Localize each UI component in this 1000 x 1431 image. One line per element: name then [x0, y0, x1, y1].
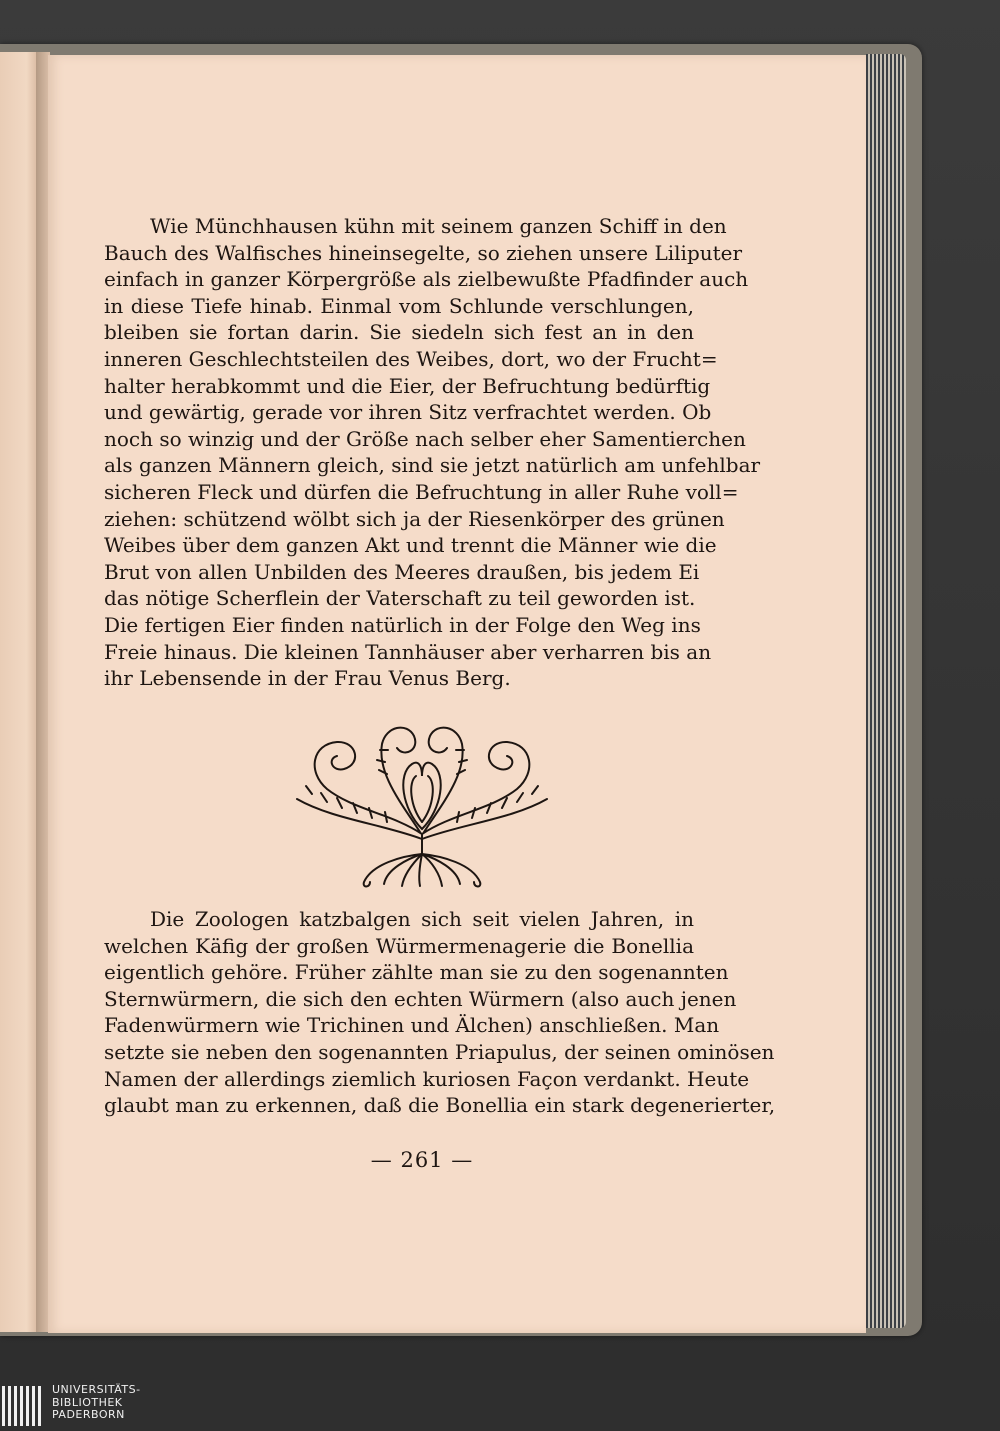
paragraph-1 — [104, 213, 761, 692]
text-line: setzte sie neben den sogenannten Priapulus, der seinen ominösen — [104, 1039, 775, 1064]
plant-ornament-icon — [282, 714, 562, 889]
text-line: das nötige Scherflein der Vaterschaft zu teil geworden ist. — [104, 586, 696, 611]
text-line: glaubt man zu erkennen, daß die Bonellia ein stark degenerierter, — [104, 1093, 776, 1118]
text-line: Weibes über dem ganzen Akt und trennt die Männer wie die — [104, 533, 717, 558]
library-barcode-logo-icon — [0, 1384, 46, 1428]
library-footer-bar — [0, 1380, 1000, 1431]
text-line: Freie hinaus. Die kleinen Tannhäuser aber verharren bis an — [104, 639, 712, 664]
text-line: sicheren Fleck und dürfen die Befruchtung in aller Ruhe voll= — [104, 479, 739, 504]
text-line: als ganzen Männern gleich, sind sie jetzt natürlich am unfehlbar — [104, 453, 761, 478]
text-line: ziehen: schützend wölbt sich ja der Riesenkörper des grünen — [104, 506, 725, 531]
page-number: — 261 — — [370, 1148, 474, 1172]
text-line: Sternwürmern, die sich den echten Würmern (also auch jenen — [104, 986, 737, 1011]
library-name — [52, 1384, 141, 1422]
text-line: welchen Käfig der großen Würmermenagerie die Bonellia — [104, 933, 694, 958]
text-line: Namen der allerdings ziemlich kuriosen Façon verdankt. Heute — [104, 1066, 750, 1091]
text-line: inneren Geschlechtsteilen des Weibes, dort, wo der Frucht= — [104, 346, 718, 371]
text-line: ihr Lebensende in der Frau Venus Berg. — [104, 666, 511, 691]
text-line: Die fertigen Eier finden natürlich in der Folge den Weg ins — [104, 612, 701, 637]
library-name-line: BIBLIOTHEK — [52, 1395, 123, 1409]
text-line: bleiben sie fortan darin. Sie siedeln sich fest an in den — [104, 320, 694, 345]
library-name-line: UNIVERSITÄTS- — [52, 1383, 141, 1396]
text-line: Fadenwürmern wie Trichinen und Älchen) anschließen. Man — [104, 1013, 720, 1038]
text-line: und gewärtig, gerade vor ihren Sitz verfrachtet werden. Ob — [104, 400, 712, 425]
text-line: einfach in ganzer Körpergröße als zielbewußte Pfadfinder auch — [104, 267, 749, 292]
library-name-line: PADERBORN — [52, 1408, 125, 1421]
page-stack-edge — [866, 54, 906, 1328]
text-line: noch so winzig und der Größe nach selber eher Samentierchen — [104, 426, 746, 451]
text-line: Die Zoologen katzbalgen sich seit vielen Jahren, in — [150, 907, 694, 931]
text-line: Bauch des Walfisches hineinsegelte, so ziehen unsere Liliputer — [104, 240, 743, 265]
text-line: eigentlich gehöre. Früher zählte man sie zu den sogenannten — [104, 960, 729, 985]
text-line: Wie Münchhausen kühn mit seinem ganzen Schiff in den — [150, 214, 727, 238]
text-line: halter herabkommt und die Eier, der Befruchtung bedürftig — [104, 373, 711, 398]
left-page-edge — [0, 52, 38, 1332]
paragraph-2 — [104, 906, 776, 1119]
text-line: in diese Tiefe hinab. Einmal vom Schlunde verschlungen, — [104, 293, 694, 318]
text-line: Brut von allen Unbilden des Meeres draußen, bis jedem Ei — [104, 559, 700, 584]
